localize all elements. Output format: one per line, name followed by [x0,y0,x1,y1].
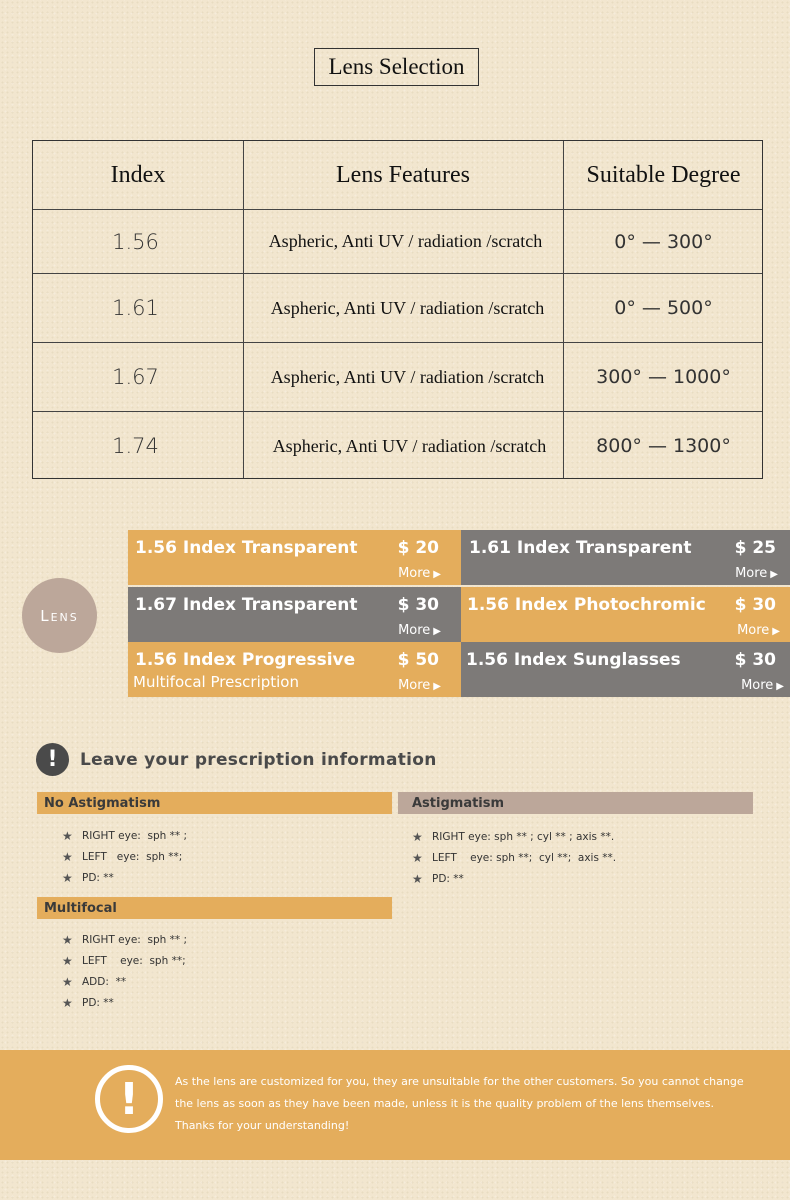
list-item: ★ ADD: ** [62,974,127,989]
list-item: ★ LEFT eye: sph **; [62,849,183,864]
star-icon: ★ [62,870,73,885]
option-price: $ 25 [734,538,776,558]
option-tile-156-transparent[interactable] [128,530,461,585]
degree-cell: 800° — 1300° [596,435,731,457]
option-tile-156-progressive[interactable] [128,642,461,697]
list-item: ★ PD: ** [412,871,464,886]
option-tile-167-transparent[interactable] [128,587,461,642]
star-icon: ★ [412,871,423,886]
more-link[interactable]: More ▶ [741,678,784,693]
notice-line: Thanks for your understanding! [175,1119,350,1132]
arrow-right-icon: ▶ [772,626,780,637]
option-name: 1.61 Index Transparent [469,538,692,558]
column-header-features: Lens Features [336,161,470,188]
star-icon: ★ [412,829,423,844]
arrow-right-icon: ▶ [770,569,778,580]
list-item: ★ LEFT eye: sph **; [62,953,186,968]
multifocal-header: Multifocal [37,897,392,919]
option-tile-156-sunglasses[interactable] [461,642,790,697]
lens-badge: Lens [22,578,97,653]
arrow-right-icon: ▶ [776,681,784,692]
features-cell: Aspheric, Anti UV / radiation /scratch [272,435,547,456]
index-cell: 1.56 [112,229,159,254]
page-title: Lens Selection [314,48,479,86]
arrow-right-icon: ▶ [433,681,441,692]
no-astigmatism-list [62,825,187,888]
notice-text [175,1071,785,1137]
option-price: $ 30 [734,650,776,670]
notice-line: the lens as soon as they have been made, unless it is the quality problem of the lens themselves. [175,1097,714,1110]
prescription-title: Leave your prescription information [80,750,437,770]
exclamation-icon: ! [36,743,69,776]
list-item: ★ PD: ** [62,995,114,1010]
exclamation-icon: ! [95,1065,163,1133]
notice-banner [0,1050,790,1160]
option-tile-161-transparent[interactable] [461,530,790,585]
index-cell: 1.61 [112,296,159,320]
astigmatism-list [412,826,616,889]
option-price: $ 20 [397,538,439,558]
option-price: $ 50 [397,650,439,670]
degree-cell: 0° — 500° [614,297,713,319]
arrow-right-icon: ▶ [433,626,441,637]
star-icon: ★ [62,932,73,947]
list-item: ★ LEFT eye: sph **; cyl **; axis **. [412,850,617,865]
arrow-right-icon: ▶ [433,569,441,580]
features-cell: Aspheric, Anti UV / radiation /scratch [270,297,545,318]
features-cell: Aspheric, Anti UV / radiation /scratch [268,231,543,251]
table-row [33,274,762,343]
multifocal-list [62,929,187,1013]
star-icon: ★ [62,974,73,989]
column-header-index: Index [110,161,166,188]
table-row [33,343,762,412]
index-cell: 1.74 [112,434,159,458]
list-item: ★ RIGHT eye: sph ** ; [62,828,188,843]
list-item: ★ PD: ** [62,870,114,885]
degree-cell: 300° — 1000° [596,366,731,388]
lens-table [32,140,763,479]
more-link[interactable]: More ▶ [735,566,778,581]
more-link[interactable]: More ▶ [398,678,441,693]
star-icon: ★ [62,953,73,968]
option-tile-156-photochromic[interactable] [461,587,790,642]
column-header-degree: Suitable Degree [586,161,741,188]
list-item: ★ RIGHT eye: sph ** ; cyl ** ; axis **. [412,829,615,844]
option-price: $ 30 [734,595,776,615]
star-icon: ★ [412,850,423,865]
option-name: 1.56 Index Transparent [135,538,358,558]
star-icon: ★ [62,849,73,864]
option-price: $ 30 [397,595,439,615]
more-link[interactable]: More ▶ [398,566,441,581]
option-name: 1.67 Index Transparent [135,595,358,615]
astigmatism-header: Astigmatism [398,792,753,814]
option-subtitle: Multifocal Prescription [133,673,299,691]
option-name: 1.56 Index Photochromic [467,595,706,615]
more-link[interactable]: More ▶ [398,623,441,638]
table-row [33,210,762,274]
star-icon: ★ [62,828,73,843]
notice-line: As the lens are customized for you, they are unsuitable for the other customers. So you cannot change [175,1075,744,1088]
option-name: 1.56 Index Progressive [135,650,356,670]
star-icon: ★ [62,995,73,1010]
table-row [33,412,762,480]
features-cell: Aspheric, Anti UV / radiation /scratch [270,366,545,387]
option-name: 1.56 Index Sunglasses [466,650,681,670]
more-link[interactable]: More ▶ [737,623,780,638]
list-item: ★ RIGHT eye: sph ** ; [62,932,188,947]
degree-cell: 0° — 300° [614,230,713,253]
table-header-row [33,141,762,210]
index-cell: 1.67 [112,365,159,389]
no-astigmatism-header: No Astigmatism [37,792,392,814]
